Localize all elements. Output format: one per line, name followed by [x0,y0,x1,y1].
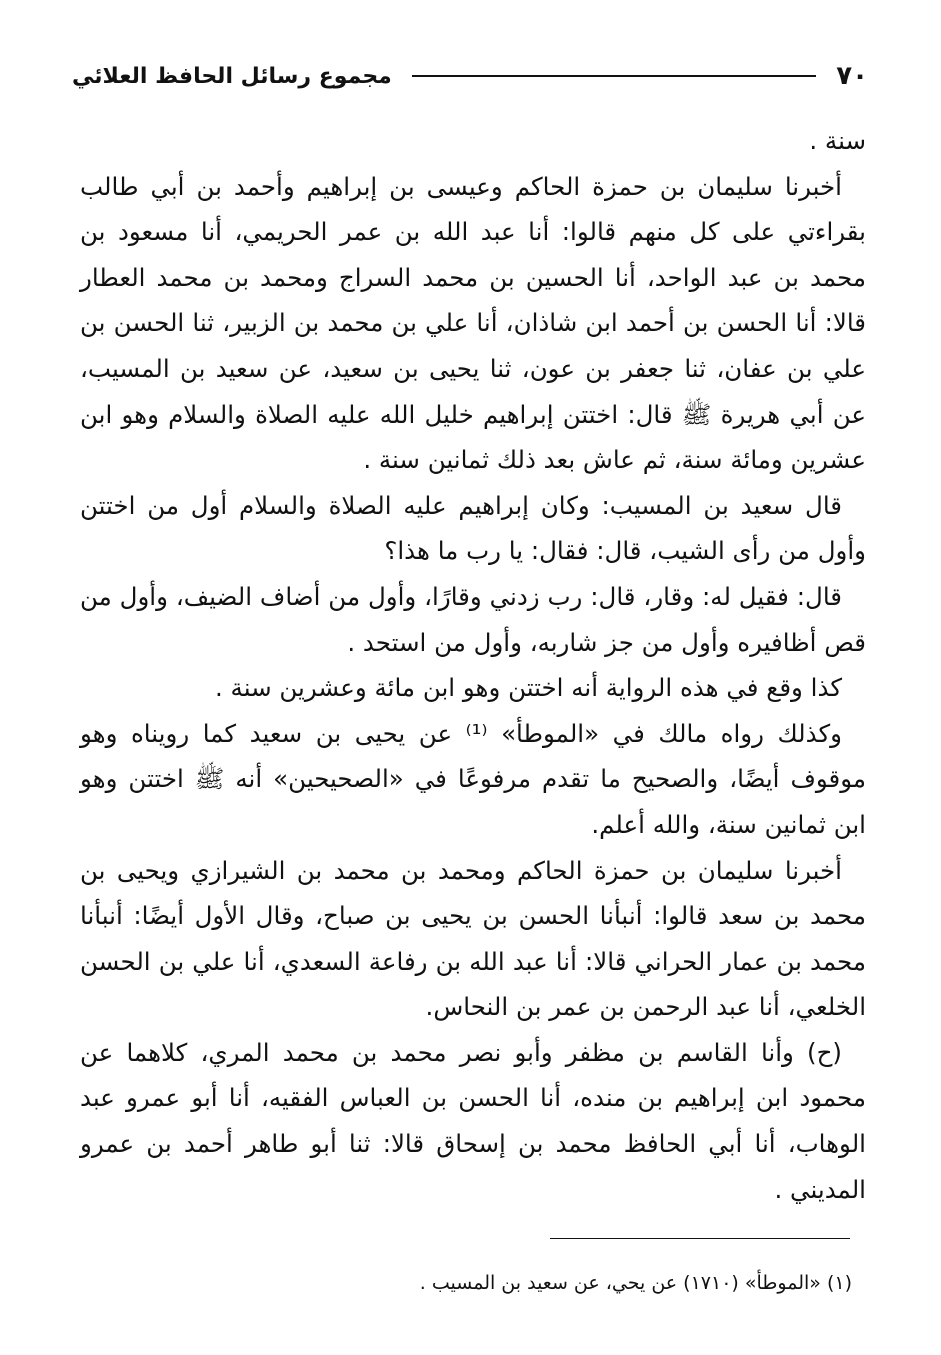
footnote-rule [550,1238,850,1239]
paragraph: كذا وقع في هذه الرواية أنه اختتن وهو ابن مائة وعشرين سنة . [214,673,842,703]
paragraph: وكذلك رواه مالك في «الموطأ» ⁽¹⁾ عن يحيى بن سعيد كما رويناه وهو موقوف أيضًا، والصحيح ما تقدم مرفوعًا في «الصحيحين» أنه ﷺ اختتن وهو ابن ثمانين سنة، والله أعلم. [80,718,866,839]
main-text [80,118,866,1212]
paragraph: (ح) وأنا القاسم بن مظفر وأبو نصر محمد بن محمد المري، كلاهما عن محمود ابن إبراهيم بن منده، أنا الحسن بن العباس الفقيه، أنا أبو عمرو عبد الوهاب، أنا أبي الحافظ محمد بن إسحاق قالا: ثنا أبو طاهر أحمد بن عمرو المديني . [80,1037,866,1204]
running-title: مجموع رسائل الحافظ العلائي [72,63,392,89]
paragraph: قال: فقيل له: وقار، قال: رب زدني وقارًا، وأول من أضاف الضيف، وأول من قص أظافيره وأول من جز شاربه، وأول من استحد . [80,581,866,657]
footnote: (١) «الموطأ» (١٧١٠) عن يحي، عن سعيد بن المسيب . [419,1272,852,1294]
paragraph: سنة . [809,126,866,155]
header-rule [412,75,816,77]
paragraph: أخبرنا سليمان بن حمزة الحاكم ومحمد بن محمد بن الشيرازي ويحيى بن محمد بن سعد قالوا: أنبأنا الحسن بن يحيى بن صباح، وقال الأول أيضًا: أنبأنا محمد بن عمار الحراني قالا: أنا عبد الله بن رفاعة السعدي، أنا علي بن الحسن الخلعي، أنا عبد الرحمن بن عمر بن النحاس. [80,855,866,1022]
page-header [72,56,868,96]
page-number: ٧٠ [836,61,868,91]
paragraph: قال سعيد بن المسيب: وكان إبراهيم عليه الصلاة والسلام أول من اختتن وأول من رأى الشيب، قال: فقال: يا رب ما هذا؟ [80,490,866,566]
paragraph: أخبرنا سليمان بن حمزة الحاكم وعيسى بن إبراهيم وأحمد بن أبي طالب بقراءتي على كل منهم قالوا: أنا عبد الله بن عمر الحريمي، أنا مسعود بن محمد بن عبد الواحد، أنا الحسين بن محمد السراج ومحمد بن محمد العطار قالا: أنا الحسن بن أحمد ابن شاذان، أنا علي بن محمد بن الزبير، ثنا الحسن بن علي بن عفان، ثنا جعفر بن عون، ثنا يحيى بن سعيد، عن سعيد بن المسيب، عن أبي هريرة ﷺ قال: اختتن إبراهيم خليل الله عليه الصلاة والسلام وهو ابن عشرين ومائة سنة، ثم عاش بعد ذلك ثمانين سنة . [80,171,866,475]
